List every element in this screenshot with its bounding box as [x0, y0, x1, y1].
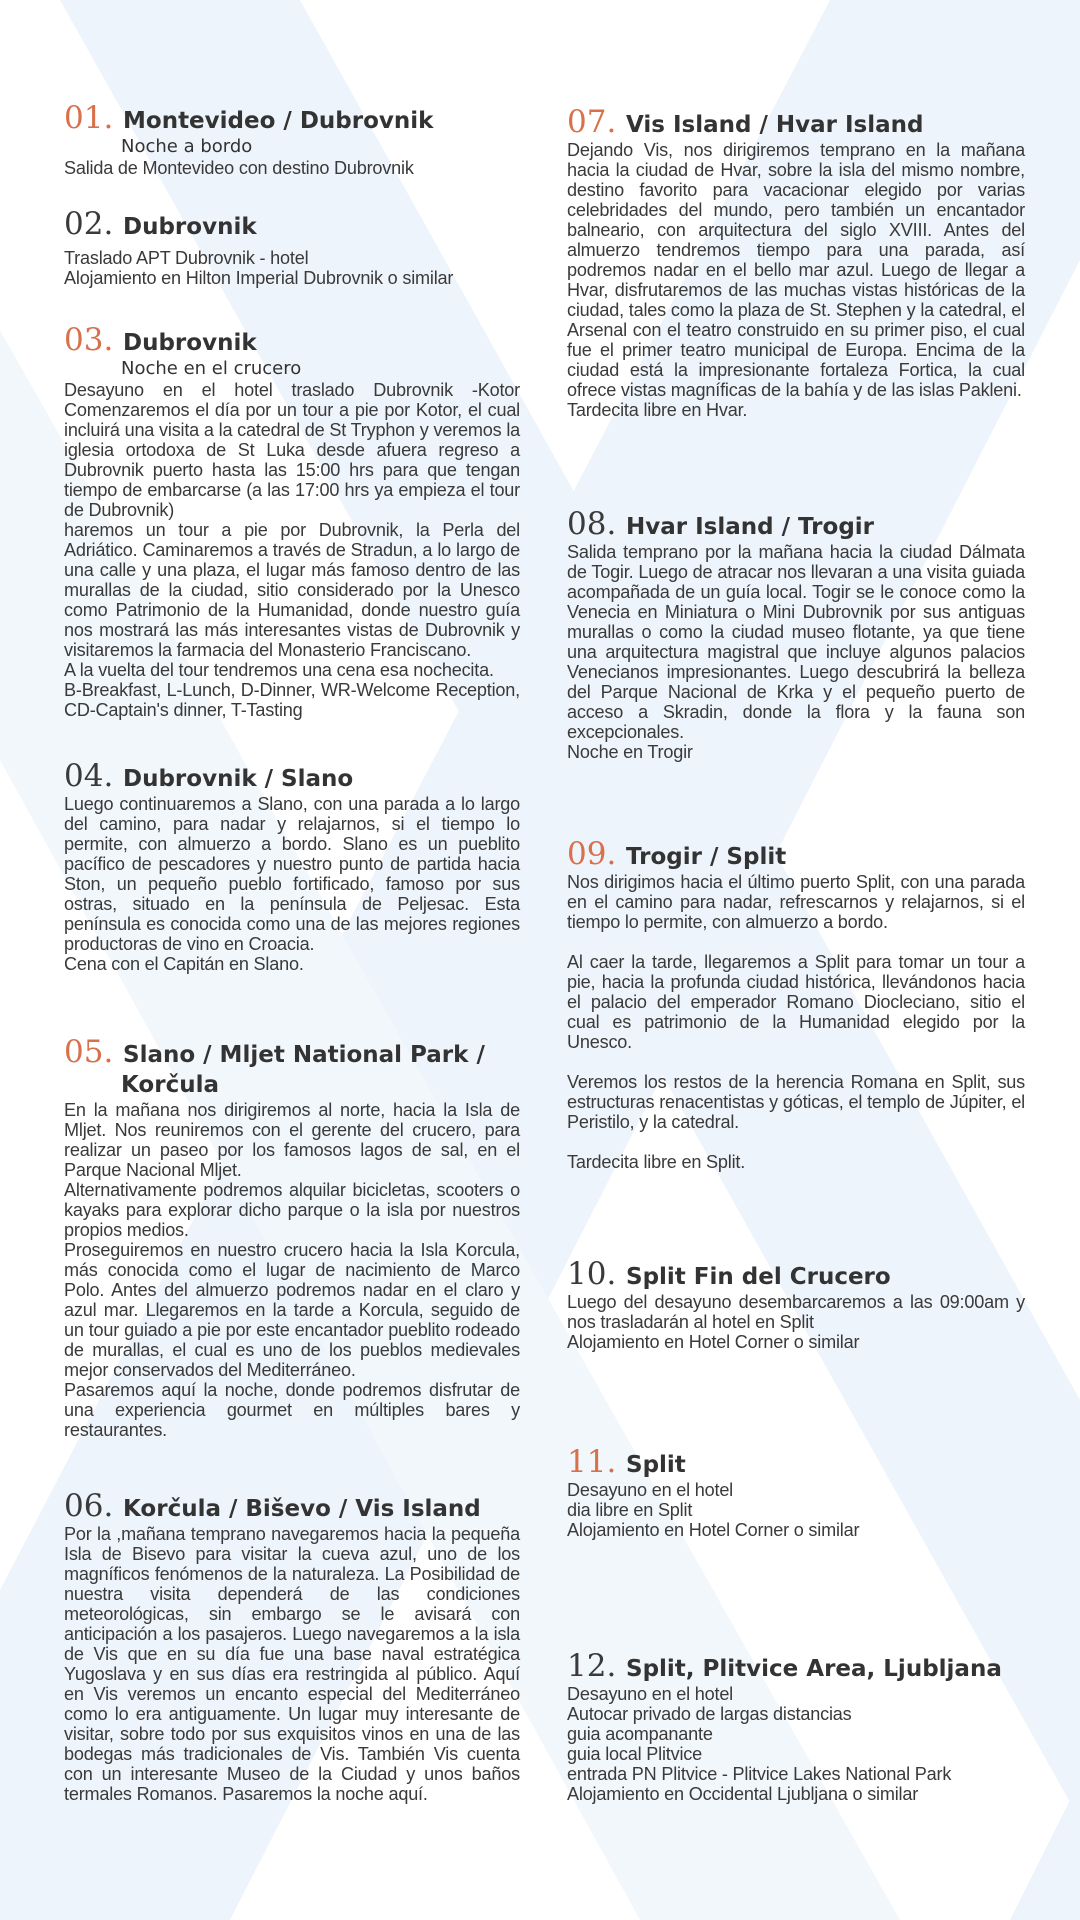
- day-description: [64, 248, 520, 288]
- paragraph: Traslado APT Dubrovnik - hotel: [64, 248, 309, 268]
- day-number: 06.: [64, 1488, 114, 1524]
- paragraph: Cena con el Capitán en Slano.: [64, 954, 304, 974]
- day-04-heading: [64, 758, 520, 794]
- paragraph: Alternativamente podremos alquilar bicicletas, scooters o kayaks para explorar dicho parque o la isla por nuestros propios medios.: [64, 1180, 520, 1240]
- day-08-heading: [567, 506, 1025, 542]
- day-07: [567, 104, 1025, 420]
- day-description: [64, 380, 520, 720]
- day-06: [64, 1488, 520, 1804]
- day-title: Hvar Island / Trogir: [626, 514, 875, 540]
- day-number: 07.: [567, 104, 617, 140]
- paragraph: Noche en Trogir: [567, 742, 693, 762]
- day-title: Korčula / Biševo / Vis Island: [123, 1496, 481, 1522]
- day-07-heading: [567, 104, 1025, 140]
- paragraph: Alojamiento en Occidental Ljubljana o similar: [567, 1784, 919, 1804]
- day-title: Vis Island / Hvar Island: [626, 112, 924, 138]
- day-number: 11.: [567, 1444, 617, 1480]
- day-number: 12.: [567, 1648, 617, 1684]
- day-03: [64, 322, 520, 720]
- day-description: [567, 1480, 1025, 1540]
- day-12-heading: [567, 1648, 1025, 1684]
- paragraph: Salida de Montevideo con destino Dubrovnik: [64, 158, 414, 178]
- day-title-continued: Korčula: [121, 1072, 219, 1098]
- day-description: [567, 1684, 1025, 1804]
- day-08: [567, 506, 1025, 762]
- paragraph: Luego del desayuno desembarcaremos a las 09:00am y nos trasladarán al hotel en Split: [567, 1292, 1025, 1332]
- day-description: [567, 542, 1025, 762]
- day-description: [567, 872, 1025, 1172]
- paragraph: guia acompanante: [567, 1724, 713, 1744]
- paragraph: guia local Plitvice: [567, 1744, 702, 1764]
- day-number: 02.: [64, 206, 114, 242]
- day-title: Dubrovnik / Slano: [123, 766, 354, 792]
- day-number: 03.: [64, 322, 114, 358]
- day-title: Slano / Mljet National Park /: [123, 1042, 485, 1068]
- day-subtitle: Noche a bordo: [121, 136, 253, 157]
- paragraph: A la vuelta del tour tendremos una cena esa nochecita.: [64, 660, 494, 680]
- paragraph: Alojamiento en Hotel Corner o similar: [567, 1332, 860, 1352]
- day-05-heading: [64, 1034, 520, 1070]
- day-number: 09.: [567, 836, 617, 872]
- day-description: [64, 1524, 520, 1804]
- paragraph: Desayuno en el hotel: [567, 1684, 734, 1704]
- day-number: 01.: [64, 100, 114, 136]
- day-11: [567, 1444, 1025, 1540]
- paragraph: Pasaremos aquí la noche, donde podremos disfrutar de una experiencia gourmet en múltiples bares y restaurantes.: [64, 1380, 520, 1440]
- paragraph: Salida temprano por la mañana hacia la ciudad Dálmata de Togir. Luego de atracar nos llevaran a una visita guiada acompañada de un guía local. Togir se le conoce como la Venecia en Miniatura o Mini Dubrovnik por sus antiguas murallas o como la ciudad museo flotante, ya que tiene una arquitectura magistral que incluye algunos palacios Venecianos impresionantes. Luego descubrirá la belleza del Parque Nacional de Krka y el pequeño puerto de acceso a Skradin, donde la flora y la fauna son excepcionales.: [567, 542, 1025, 742]
- day-number: 08.: [567, 506, 617, 542]
- day-description: [64, 158, 520, 178]
- day-09-heading: [567, 836, 1025, 872]
- day-11-heading: [567, 1444, 1025, 1480]
- day-09: [567, 836, 1025, 1172]
- day-subtitle: Noche en el crucero: [121, 358, 302, 379]
- paragraph: Tardecita libre en Hvar.: [567, 400, 748, 420]
- day-title: Split: [626, 1452, 686, 1478]
- day-10-heading: [567, 1256, 1025, 1292]
- day-10: [567, 1256, 1025, 1352]
- paragraph: Alojamiento en Hotel Corner o similar: [567, 1520, 860, 1540]
- day-12: [567, 1648, 1025, 1804]
- paragraph: B-Breakfast, L-Lunch, D-Dinner, WR-Welcome Reception, CD-Captain's dinner, T-Tasting: [64, 680, 520, 720]
- day-03-heading: [64, 322, 520, 358]
- day-01-heading: [64, 100, 520, 136]
- day-title: Split, Plitvice Area, Ljubljana: [626, 1656, 1002, 1682]
- day-title: Dubrovnik: [123, 214, 257, 240]
- paragraph: Proseguiremos en nuestro crucero hacia la Isla Korcula, más conocida como el lugar de nacimiento de Marco Polo. Antes del almuerzo podremos nadar en el claro y azul mar. Llegaremos en la tarde a Korcula, seguido de un tour guiado a pie por este encantador pueblito rodeado de murallas, el cual es uno de los pueblos medievales mejor conservados del Mediterráneo.: [64, 1240, 520, 1380]
- paragraph: dia libre en Split: [567, 1500, 693, 1520]
- day-title: Montevideo / Dubrovnik: [123, 108, 434, 134]
- paragraph: Nos dirigimos hacia el último puerto Split, con una parada en el camino para nadar, refrescarnos y relajarnos, si el tiempo lo permite, con almuerzo a bordo.: [567, 872, 1025, 932]
- paragraph: Por la ,mañana temprano navegaremos hacia la pequeña Isla de Bisevo para visitar la cueva azul, uno de los magníficos fenómenos de la naturaleza. La Posibilidad de nuestra visita dependerá de las condiciones meteorológicas, sin embargo se le avisará con anticipación a los pasajeros. Luego navegaremos a la isla de Vis que en su día fue una base naval estratégica Yugoslava y en sus días era restringida al público. Aquí en Vis veremos un encanto especial del Mediterráneo como lo era antiguamente. Un lugar muy interesante de visitar, sobre todo por sus exquisitos vinos en una de las bodegas más tradicionales de Vis. También Vis cuenta con un interesante Museo de la Ciudad y unos baños termales Romanos. Pasaremos la noche aquí.: [64, 1524, 520, 1804]
- day-description: [567, 1292, 1025, 1352]
- paragraph: Autocar privado de largas distancias: [567, 1704, 852, 1724]
- paragraph: entrada PN Plitvice - Plitvice Lakes National Park: [567, 1764, 952, 1784]
- paragraph: Al caer la tarde, llegaremos a Split para tomar un tour a pie, hacia la profunda ciudad histórica, llevándonos hacia el palacio del emperador Romano Diocleciano, sitio el cual es patrimonio de la Humanidad elegido por la Unesco.: [567, 952, 1025, 1052]
- paragraph: Desayuno en el hotel traslado Dubrovnik -Kotor Comenzaremos el día por un tour a pie por Kotor, el cual incluirá una visita a la catedral de St Tryphon y veremos la iglesia ortodoxa de St Luka desde afuera regreso a Dubrovnik puerto hasta las 15:00 hrs para que tengan tiempo de embarcarse (a las 17:00 hrs ya empieza el tour de Dubrovnik): [64, 380, 520, 520]
- day-06-heading: [64, 1488, 520, 1524]
- day-05: [64, 1034, 520, 1440]
- day-description: [64, 1100, 520, 1440]
- day-number: 04.: [64, 758, 114, 794]
- day-description: [64, 794, 520, 974]
- paragraph: Veremos los restos de la herencia Romana en Split, sus estructuras renacentistas y góticas, el templo de Júpiter, el Peristilo, y la catedral.: [567, 1072, 1025, 1132]
- day-01: [64, 100, 520, 178]
- day-title: Trogir / Split: [626, 844, 787, 870]
- paragraph: Luego continuaremos a Slano, con una parada a lo largo del camino, para nadar y relajarnos, si el tiempo lo permite, con almuerzo a bordo. Slano es un pueblito pacífico de pescadores y nuestro punto de partida hacia Ston, un pequeño pueblo fortificado, famoso por sus ostras, situado en la península de Peljesac. Esta península es conocida como una de las mejores regiones productoras de vino en Croacia.: [64, 794, 520, 954]
- day-02-heading: [64, 206, 520, 242]
- day-title: Dubrovnik: [123, 330, 257, 356]
- day-number: 10.: [567, 1256, 617, 1292]
- paragraph: Dejando Vis, nos dirigiremos temprano en la mañana hacia la ciudad de Hvar, sobre la isla del mismo nombre, destino favorito para vacacionar elegido por varias celebridades del mundo, pero también un encantador balneario, con arquitectura del siglo XVIII. Antes del almuerzo tendremos tiempo para una parada, así podremos nadar en el bello mar azul. Luego de llegar a Hvar, disfrutaremos de las muchas vistas históricas de la ciudad, tales como la plaza de St. Stephen y la catedral, el Arsenal con el teatro construido en su primer piso, el cual fue el primer teatro municipal de Europa. Encima de la ciudad está la impresionante fortaleza Fortica, la cual ofrece vistas magníficas de la bahía y de las islas Pakleni.: [567, 140, 1025, 400]
- day-title: Split Fin del Crucero: [626, 1264, 891, 1290]
- day-number: 05.: [64, 1034, 114, 1070]
- paragraph: Desayuno en el hotel: [567, 1480, 734, 1500]
- paragraph: Alojamiento en Hilton Imperial Dubrovnik o similar: [64, 268, 454, 288]
- day-description: [567, 140, 1025, 420]
- paragraph: Tardecita libre en Split.: [567, 1152, 746, 1172]
- day-04: [64, 758, 520, 974]
- day-02: [64, 206, 520, 288]
- paragraph: En la mañana nos dirigiremos al norte, hacia la Isla de Mljet. Nos reuniremos con el gerente del crucero, para realizar un paseo por los famosos lagos de sal, en el Parque Nacional Mljet.: [64, 1100, 520, 1180]
- paragraph: haremos un tour a pie por Dubrovnik, la Perla del Adriático. Caminaremos a través de Stradun, a lo largo de una calle y una plaza, el lugar más famoso dentro de las murallas de la ciudad, sitio considerado por la Unesco como Patrimonio de la Humanidad, donde nuestro guía nos mostrará las más interesantes vistas de Dubrovnik y visitaremos la farmacia del Monasterio Franciscano.: [64, 520, 520, 660]
